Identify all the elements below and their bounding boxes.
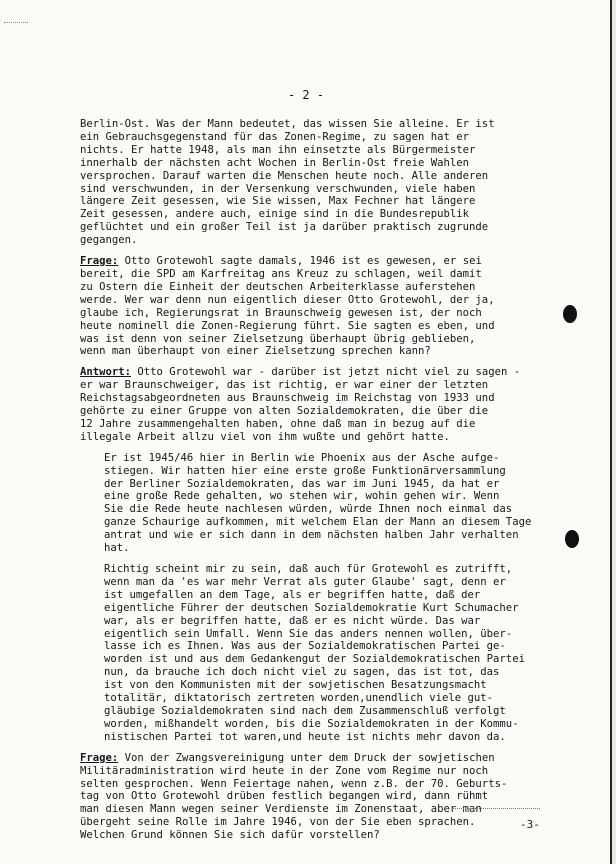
question-paragraph [80,752,558,842]
text-line: 12 Jahre zusammengehalten haben, ohne daß man in bezug auf die [80,417,476,430]
text-line: längere Zeit gesessen, wie Sie wissen, Max Fechner hat längere [80,195,476,208]
text-line-content: Von der Zwangsvereinigung unter dem Druck der sowjetischen [118,751,495,764]
speaker-label: Frage: [80,751,119,764]
punch-hole-top [563,305,577,323]
text-line: Er ist 1945/46 hier in Berlin wie Phoenix aus der Asche aufge- [104,451,500,464]
speaker-label: Antwort: [80,366,132,379]
text-line: antrat und wie er sich dann in dem nächsten halben Jahr verhalten [104,529,519,542]
text-line: Militäradministration wird heute in der Zone vom Regime nur noch [80,764,489,777]
text-line: werde. Wer war denn nun eigentlich dieser Otto Grotewohl, der ja, [80,293,495,306]
continuation-marker: -3- [520,818,540,831]
text-line: gehörte zu einer Gruppe von alten Sozialdemokraten, die über die [80,405,489,418]
text-line: Reichstagsabgeordneten aus Braunschweig im Reichstag von 1933 und [80,392,495,405]
text-line: worden ist und aus dem Gedankengut der Sozialdemokratischen Partei [104,653,525,666]
text-line: eine große Rede gehalten, wo stehen wir, wohin gehen wir. Wenn [104,490,500,503]
body-paragraph [80,452,558,555]
text-line: gläubige Sozialdemokraten sind nach dem Zusammenschluß verfolgt [104,704,506,717]
text-line: totalitär, diktatorisch zertreten worden,unendlich viele gut- [104,692,494,705]
text-line: selten gesprochen. Wenn Feiertage nahen, wenn z.B. der 70. Geburts- [80,777,508,790]
text-line: Zeit gesessen, andere auch, einige sind in die Bundesrepublik [80,208,470,221]
text-line: nichts. Er hatte 1948, als man ihn einsetzte als Bürgermeister [80,143,476,156]
text-line: tag von Otto Grotewohl drüben festlich begangen wird, dann rühmt [80,790,489,803]
text-line: eigentliche Führer der deutschen Sozialdemokratie Kurt Schumacher [104,601,519,614]
text-line: glaube ich, Regierungsrat in Braunschweig gewesen ist, der noch [80,306,482,319]
text-line: stiegen. Wir hatten hier eine erste große Funktionärversammlung [104,464,506,477]
text-line: heute nominell die Zonen-Regierung führt. Sie sagten es eben, und [80,319,495,332]
text-line: wenn man überhaupt von einer Zielsetzung sprechen kann? [80,345,431,358]
text-line: geflüchtet und ein großer Teil ist ja darüber praktisch zugrunde [80,221,489,234]
text-line: er war Braunschweiger, das ist richtig, er war einer der letzten [80,379,489,392]
scan-corner-mark [4,22,28,33]
text-line: lasse ich es Ihnen. Was aus der Sozialdemokratischen Partei ge- [104,640,506,653]
text-line: innerhalb der nächsten acht Wochen in Berlin-Ost freie Wahlen [80,156,470,169]
text-line: war, als er begriffen hatte, daß er es nicht würde. Das war [104,614,481,627]
body-paragraph [80,118,558,247]
text-line: ist von den Kommunisten mit der sowjetischen Besatzungsmacht [104,679,487,692]
text-line: sind verschwunden, in der Versenkung verschwunden, viele haben [80,182,476,195]
text-line: ganze Schaurige aufkommen, mit welchem Elan der Mann an diesem Tage [104,516,532,529]
text-line: der Berliner Sozialdemokraten, das war im Juni 1945, da hat er [104,477,500,490]
text-line-content: Otto Grotewohl war - darüber ist jetzt nicht viel zu sagen - [131,366,521,379]
text-line: zu Ostern die Einheit der deutschen Arbeiterklasse auferstehen [80,280,476,293]
text-line: Richtig scheint mir zu sein, daß auch für Grotewohl es zutrifft, [104,563,513,575]
text-line: bereit, die SPD am Karfreitag ans Kreuz zu schlagen, weil damit [80,267,482,280]
text-line: hat. [104,542,130,555]
answer-paragraph [80,366,558,443]
question-paragraph [80,255,558,358]
text-line: illegale Arbeit allzu viel von ihm wußte und gehört hatte. [80,430,450,443]
text-line: Sie die Rede heute nachlesen würden, würde Ihnen noch einmal das [104,503,513,516]
document-body [80,118,558,850]
text-line [80,366,558,379]
speaker-label: Frage: [80,255,119,268]
punch-hole-bottom [565,530,579,548]
text-line: was ist denn von seiner Zielsetzung überhaupt übrig geblieben, [80,332,476,345]
text-line-content: Otto Grotewohl sagte damals, 1946 ist es gewesen, er sei [118,255,482,268]
text-line: gegangen. [80,234,138,247]
text-line: man diesen Mann wegen seiner Verdienste im Zonenstaat, aber man [80,803,482,816]
text-line: nun, da brauche ich doch nicht viel zu sagen, das ist tot, das [104,666,500,679]
footer-dotted-line [452,808,540,809]
text-line: wenn man da 'es war mehr Verrat als guter Glaube' sagt, denn er [104,575,506,588]
text-line [80,255,558,268]
text-line: worden, mißhandelt worden, bis die Sozialdemokraten in der Kommu- [104,717,519,730]
text-line: eigentlich sein Umfall. Wenn Sie das anders nennen wollen, über- [104,627,513,640]
text-line: Welchen Grund können Sie sich dafür vorstellen? [80,829,380,842]
text-line [80,752,558,765]
text-line: ist umgefallen an dem Tage, als er begriffen hatte, daß der [104,588,481,601]
text-line: nistischen Partei tot waren,und heute ist nichts mehr davon da. [104,730,506,743]
page-number: - 2 - [287,88,325,102]
text-line: versprochen. Darauf warten die Menschen heute noch. Alle anderen [80,169,489,182]
text-line: übergeht seine Rolle im Jahre 1946, von der Sie eben sprachen. [80,816,476,829]
text-line: ein Gebrauchsgegenstand für das Zonen-Regime, zu sagen hat er [80,130,470,143]
text-line: Berlin-Ost. Was der Mann bedeutet, das wissen Sie alleine. Er ist [80,118,495,130]
body-paragraph [80,563,558,744]
